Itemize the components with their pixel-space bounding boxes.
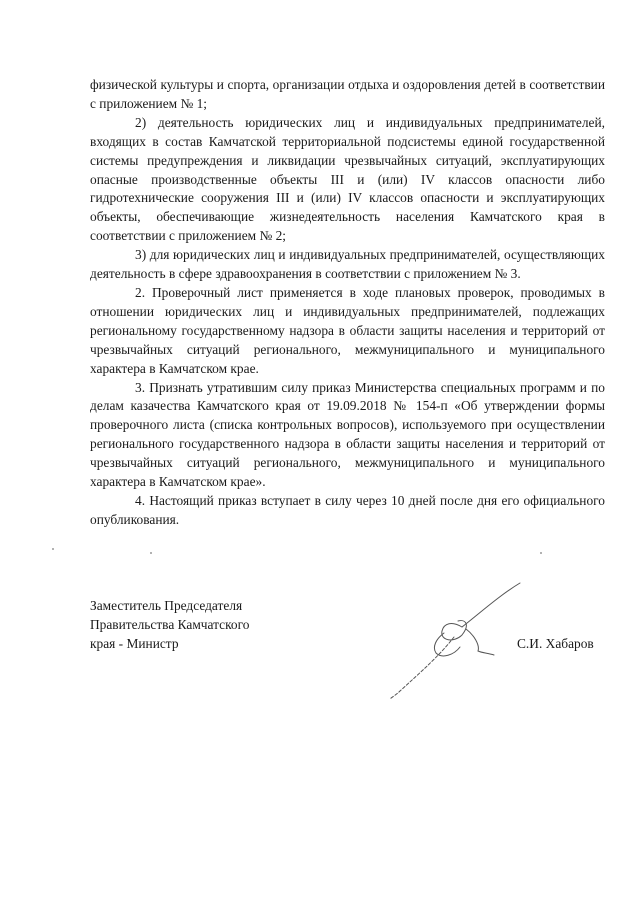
signer-name: С.И. Хабаров [517,636,594,651]
scan-speck [540,552,542,554]
paragraph-clause-3: 3. Признать утратившим силу приказ Министерства специальных программ и по делам казачества Камчатского края от 19.09.2018 № 154-п «Об утверждении формы проверочного листа (списка контрольных вопросов), используемого при осуществлении регионального государственного надзора в области защиты населения и территорий от чрезвычайных ситуаций регионального, межмуниципального и муниципального характера в Камчатском крае». [90,379,605,490]
scan-speck [52,548,54,550]
signer-position-line: края - Министр [90,635,179,651]
paragraph-item-3: 3) для юридических лиц и индивидуальных предпринимателей, осуществляющих деятельность в сфере здравоохранения в соответствии с приложением № 3. [90,247,605,282]
paragraph-item-2: 2) деятельность юридических лиц и индивидуальных предпринимателей, входящих в состав Камчатской территориальной подсистемы единой государственной системы предупреждения и ликвидации чрезвычайных ситуаций, эксплуатирующих опасные производственные объекты III и (или) IV классов опасности либо гидротехнические сооружения III и (или) IV классов опасности и эксплуатирующих объекты, обеспечивающие жизнедеятельность населения Камчатского края в соответствии с приложением № 2; [90,114,605,244]
document-body [90,76,605,530]
handwritten-signature [370,575,540,705]
signer-position-line: Заместитель Председателя [90,598,243,613]
paragraph-clause-2: 2. Проверочный лист применяется в ходе плановых проверок, проводимых в отношении юридических лиц и индивидуальных предпринимателей, подлежащих региональному государственному надзора в области защиты населения и территорий от чрезвычайных ситуаций регионального, межмуниципального и муниципального характера в Камчатском крае. [90,284,605,376]
signer-position-line: Правительства Камчатского [90,616,250,632]
paragraph-clause-4: 4. Настоящий приказ вступает в силу через 10 дней после дня его официального опубликования. [90,492,605,527]
signer-position [90,597,249,654]
scan-speck [150,552,152,554]
paragraph-continuation: физической культуры и спорта, организации отдыха и оздоровления детей в соответствии с приложением № 1; [90,77,605,111]
